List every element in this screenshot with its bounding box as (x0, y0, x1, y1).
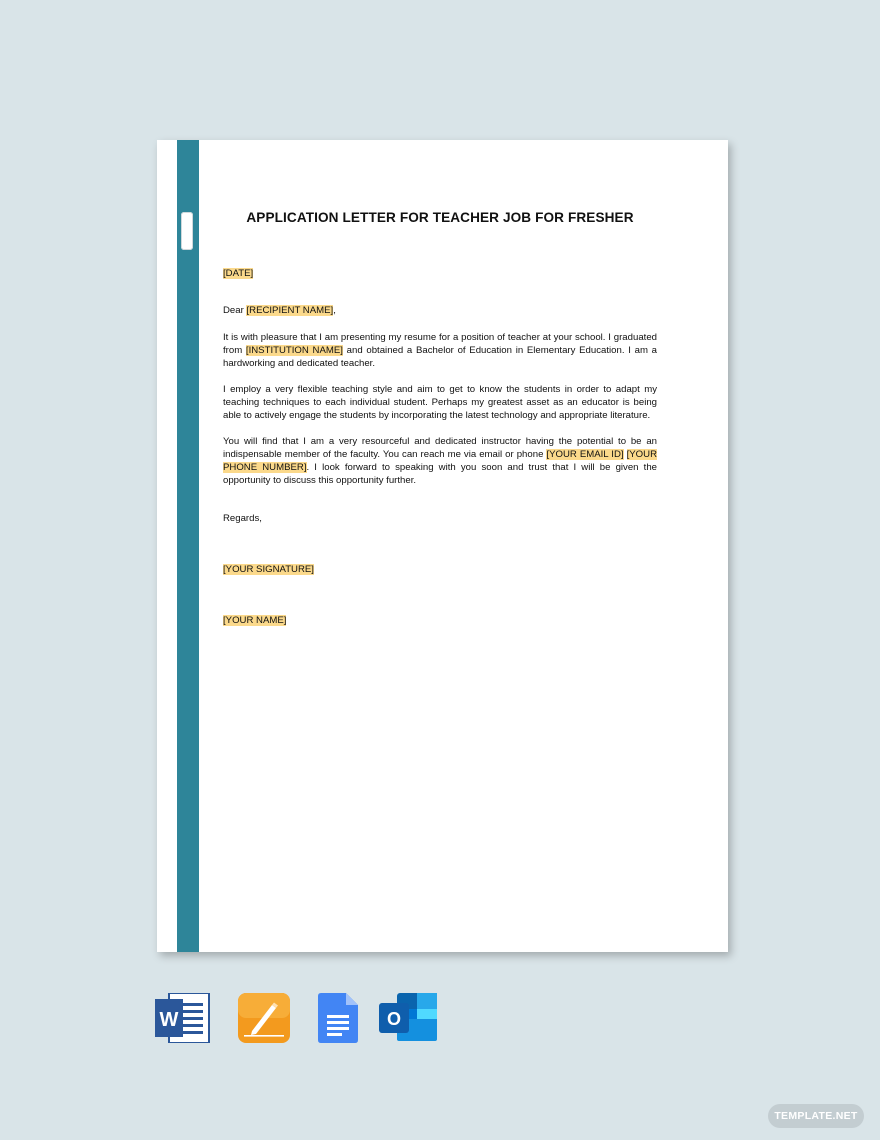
pages-icon[interactable] (238, 993, 290, 1043)
date-placeholder: [DATE] (223, 268, 254, 279)
outlook-icon[interactable] (379, 993, 439, 1043)
email-placeholder: [YOUR EMAIL ID] (546, 449, 624, 460)
recipient-placeholder: [RECIPIENT NAME] (246, 305, 334, 316)
word-letter: W (159, 1009, 179, 1031)
signature-line (223, 563, 657, 576)
closing-line: Regards, (223, 513, 262, 524)
paragraph-2: I employ a very flexible teaching style and aim to get to know the students in order to adapt my teaching techniques to each individual student. Perhaps my greatest asset as an educator is being able to actively engage the students by incorporating the latest technology and appropriate literature. (223, 384, 657, 421)
paragraph-1-text-a: It is with pleasure that I am presenting my resume for a position of teacher at your school. I graduated from (223, 332, 657, 356)
signature-placeholder: [YOUR SIGNATURE] (223, 564, 314, 575)
name-line (223, 614, 657, 627)
paragraph-3 (223, 435, 657, 487)
date-line (223, 267, 657, 280)
letter-title: APPLICATION LETTER FOR TEACHER JOB FOR FRESHER (246, 210, 634, 225)
phone-placeholder: [YOUR PHONE NUMBER] (223, 449, 657, 473)
document-page (157, 140, 728, 952)
salutation-line (223, 304, 657, 317)
paragraph-3-text-a: You will find that I am a very resourceful and dedicated instructor having the potential to be an indispensable member of the faculty. You can reach me via email or phone (223, 436, 657, 460)
salutation-text: Dear (223, 305, 247, 316)
template-net-watermark: TEMPLATE.NET (768, 1104, 864, 1128)
outlook-letter: O (386, 1009, 402, 1029)
google-docs-icon[interactable] (318, 993, 358, 1043)
name-placeholder: [YOUR NAME] (223, 615, 287, 626)
paragraph-1-text-b: and obtained a Bachelor of Education in Elementary Education. I am a hardworking and dedicated teacher. (223, 345, 657, 369)
word-icon[interactable] (155, 993, 211, 1043)
sidebar-tab-handle (181, 212, 193, 250)
paragraph-3-text-b: . I look forward to speaking with you soon and trust that I will be given the opportunity to discuss this opportunity further. (223, 462, 657, 486)
paragraph-1 (223, 331, 657, 370)
institution-placeholder: [INSTITUTION NAME] (245, 345, 343, 356)
salutation-end: , (333, 305, 336, 316)
sidebar-accent-bar (177, 140, 199, 952)
